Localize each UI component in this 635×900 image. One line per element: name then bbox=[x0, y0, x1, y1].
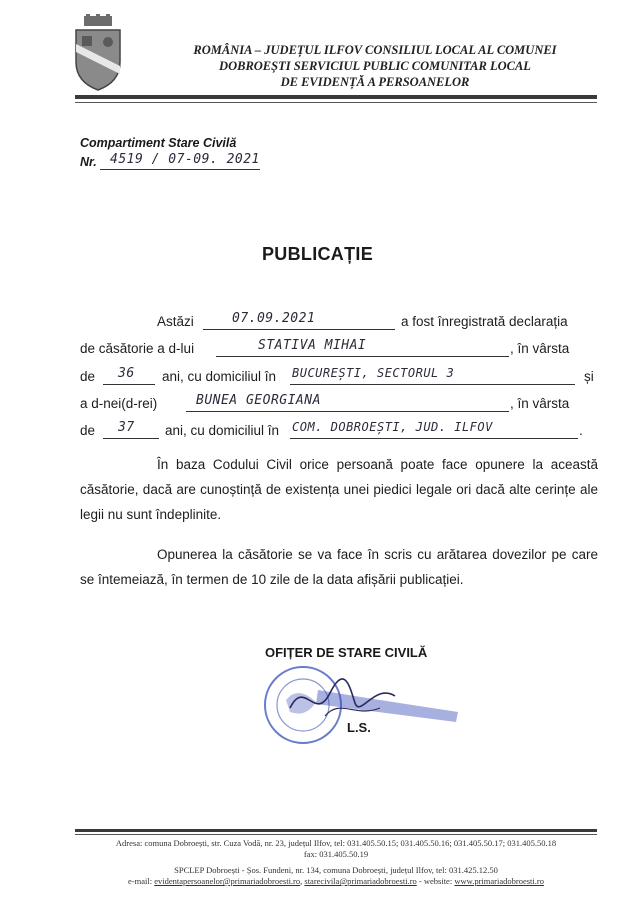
department-label: Compartiment Stare Civilă bbox=[80, 136, 237, 150]
text-de-2: de bbox=[80, 423, 96, 438]
locus-sigilli: L.S. bbox=[347, 720, 371, 735]
text-end: . bbox=[579, 423, 583, 438]
bride-age-underline bbox=[103, 438, 159, 439]
groom-age-underline bbox=[103, 384, 155, 385]
footer-rule-thick bbox=[75, 829, 597, 832]
email-link-evidenta[interactable]: evidentapersoanelor@primariadobroesti.ro bbox=[154, 876, 301, 886]
groom-age: 36 bbox=[118, 366, 135, 381]
groom-address-underline bbox=[290, 384, 575, 385]
header-line-3: DE EVIDENȚĂ A PERSOANELOR bbox=[280, 75, 470, 89]
paragraph-objection-procedure: Opunerea la căsătorie se va face în scris cu arătarea dovezilor pe care se întemeiază, în termen de 10 zile de la data afișării publicației. bbox=[80, 547, 598, 587]
text-ani-2: ani, cu domiciliul în bbox=[165, 423, 280, 438]
header-rule-thick bbox=[75, 95, 597, 99]
registration-number-label: Nr. bbox=[80, 155, 97, 169]
email-label: e-mail: bbox=[128, 876, 153, 886]
footer-rule-thin bbox=[75, 834, 597, 835]
text-casatorie: de căsătorie a d-lui bbox=[80, 341, 195, 356]
groom-address: BUCUREȘTI, SECTORUL 3 bbox=[292, 366, 455, 380]
website-label: - website: bbox=[416, 876, 455, 886]
text-ani-1: ani, cu domiciliul în bbox=[162, 369, 277, 384]
footer-address: Adresa: comuna Dobroești, str. Cuza Vodă, nr. 23, județul Ilfov, tel: 031.405.50.15; 031.405.50.16; 031.405.50.17; 031.405.50.18 bbox=[115, 838, 557, 848]
bride-age: 37 bbox=[118, 420, 135, 435]
footer-fax: fax: 031.405.50.19 bbox=[303, 849, 369, 859]
text-inregistrata: a fost înregistrată declarația bbox=[401, 314, 568, 329]
footer-email-line bbox=[75, 876, 597, 887]
text-varsta-1: , în vârsta bbox=[510, 341, 570, 356]
footer-contact bbox=[75, 838, 597, 887]
page-title: PUBLICAȚIE bbox=[262, 244, 373, 264]
registration-number-underline bbox=[100, 169, 260, 170]
text-si: și bbox=[584, 369, 594, 384]
header-line-1: ROMÂNIA – JUDEȚUL ILFOV CONSILIUL LOCAL AL COMUNEI bbox=[193, 43, 557, 57]
officer-title: OFIȚER DE STARE CIVILĂ bbox=[265, 645, 428, 660]
groom-name: STATIVA MIHAI bbox=[258, 338, 367, 353]
handwritten-signature-icon bbox=[285, 668, 405, 728]
bride-address: COM. DOBROEȘTI, JUD. ILFOV bbox=[292, 420, 493, 434]
footer-spclep: SPCLEP Dobroești - Șos. Fundeni, nr. 134, comuna Dobroești, județul Ilfov, tel: 031.425.12.50 bbox=[174, 865, 498, 875]
institution-header bbox=[140, 42, 610, 90]
text-astazi: Astăzi bbox=[157, 314, 194, 329]
coat-of-arms-icon bbox=[72, 14, 124, 92]
registration-number-value: 4519 / 07-09. 2021 bbox=[110, 152, 260, 167]
text-dnei: a d-nei(d-rei) bbox=[80, 396, 158, 411]
website-link[interactable]: www.primariadobroesti.ro bbox=[454, 876, 544, 886]
text-de-1: de bbox=[80, 369, 96, 384]
header-line-2: DOBROEȘTI SERVICIUL PUBLIC COMUNITAR LOCAL bbox=[219, 59, 531, 73]
bride-address-underline bbox=[290, 438, 578, 439]
paragraph-objection-right: În baza Codului Civil orice persoană poate face opunere la această căsătorie, dacă are cunoștință de existența unei piedici legale ori dacă alte cerințe ale legii nu sunt îndeplinite. bbox=[80, 457, 598, 522]
text-varsta-2: , în vârsta bbox=[510, 396, 570, 411]
groom-name-underline bbox=[216, 356, 509, 357]
header-rule-thin bbox=[75, 102, 597, 103]
declaration-date: 07.09.2021 bbox=[232, 311, 316, 326]
bride-name-underline bbox=[186, 411, 509, 412]
bride-name: BUNEA GEORGIANA bbox=[196, 393, 321, 408]
email-separator: , bbox=[300, 876, 305, 886]
email-link-starecivila[interactable]: starecivila@primariadobroesti.ro bbox=[304, 876, 417, 886]
date-underline bbox=[203, 329, 395, 330]
